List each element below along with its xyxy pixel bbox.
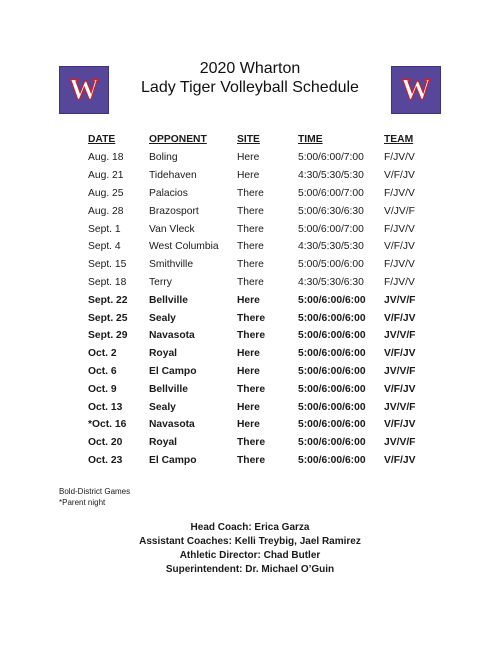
table-row <box>85 416 424 434</box>
logo-letter: W <box>69 73 99 106</box>
cell-time: 5:00/6:00/6:00 <box>298 437 366 449</box>
header-site: SITE <box>237 134 260 145</box>
cell-date: Aug. 21 <box>88 170 124 182</box>
cell-team: JV/V/F <box>384 437 416 449</box>
cell-date: Oct. 9 <box>88 383 117 395</box>
cell-team: F/JV/V <box>384 223 415 235</box>
cell-opponent: Terry <box>149 276 172 288</box>
athletic-director: Athletic Director: Chad Butler <box>179 550 321 561</box>
cell-site: There <box>237 454 266 466</box>
cell-time: 5:00/6:00/6:00 <box>298 454 366 466</box>
cell-time: 4:30/5:30/5:30 <box>298 170 364 182</box>
cell-time: 4:30/5:30/6:30 <box>298 276 364 288</box>
cell-date: Oct. 2 <box>88 348 117 360</box>
staff-list <box>0 521 500 577</box>
cell-date: *Oct. 16 <box>88 419 127 431</box>
table-row <box>85 452 424 470</box>
cell-site: There <box>237 259 264 271</box>
cell-opponent: Bellville <box>149 383 188 395</box>
cell-team: V/F/JV <box>384 348 416 360</box>
cell-opponent: El Campo <box>149 365 197 377</box>
cell-team: F/JV/V <box>384 187 415 199</box>
table-row <box>85 327 424 345</box>
cell-time: 5:00/6:00/7:00 <box>298 152 364 164</box>
note-parent-night: *Parent night <box>59 498 106 507</box>
cell-opponent: Royal <box>149 348 178 360</box>
cell-team: V/F/JV <box>384 383 416 395</box>
cell-time: 5:00/5:00/6:00 <box>298 259 364 271</box>
header-date: DATE <box>88 134 116 145</box>
cell-opponent: Smithville <box>149 259 194 271</box>
cell-opponent: Van Vleck <box>149 223 195 235</box>
cell-site: Here <box>237 365 260 377</box>
cell-time: 5:00/6:00/6:00 <box>298 312 366 324</box>
cell-opponent: West Columbia <box>149 241 219 253</box>
cell-team: V/F/JV <box>384 454 416 466</box>
notes <box>59 486 130 508</box>
note-district-games: Bold-District Games <box>59 487 131 496</box>
cell-site: There <box>237 437 266 449</box>
table-row <box>85 256 424 274</box>
table-row <box>85 202 424 220</box>
cell-date: Oct. 13 <box>88 401 123 413</box>
cell-opponent: Palacios <box>149 187 188 199</box>
cell-date: Sept. 4 <box>88 241 121 253</box>
cell-site: There <box>237 205 264 217</box>
cell-opponent: Sealy <box>149 312 176 324</box>
cell-date: Sept. 22 <box>88 294 128 306</box>
cell-time: 5:00/6:00/6:00 <box>298 401 366 413</box>
cell-site: Here <box>237 170 260 182</box>
schedule-table <box>85 134 424 469</box>
table-row <box>85 434 424 452</box>
cell-time: 5:00/6:30/6:30 <box>298 205 364 217</box>
cell-date: Oct. 6 <box>88 365 117 377</box>
cell-date: Sept. 25 <box>88 312 128 324</box>
header-team: TEAM <box>384 134 414 145</box>
table-row <box>85 274 424 292</box>
table-row <box>85 220 424 238</box>
cell-time: 5:00/6:00/7:00 <box>298 187 364 199</box>
header-time: TIME <box>298 134 323 145</box>
cell-date: Oct. 20 <box>88 437 123 449</box>
cell-team: JV/V/F <box>384 294 416 306</box>
cell-opponent: Tidehaven <box>149 170 197 182</box>
cell-team: V/JV/F <box>384 205 415 217</box>
table-row <box>85 309 424 327</box>
table-row <box>85 363 424 381</box>
cell-team: F/JV/V <box>384 152 415 164</box>
cell-team: F/JV/V <box>384 259 415 271</box>
cell-opponent: Boling <box>149 152 178 164</box>
cell-time: 5:00/6:00/6:00 <box>298 330 366 342</box>
cell-team: V/F/JV <box>384 419 416 431</box>
cell-date: Oct. 23 <box>88 454 123 466</box>
cell-site: There <box>237 383 266 395</box>
cell-opponent: Bellville <box>149 294 188 306</box>
schedule-body <box>85 149 424 469</box>
cell-opponent: Navasota <box>149 330 195 342</box>
cell-team: JV/V/F <box>384 330 416 342</box>
cell-time: 5:00/6:00/7:00 <box>298 223 364 235</box>
cell-team: V/F/JV <box>384 170 415 182</box>
cell-opponent: Royal <box>149 437 178 449</box>
cell-site: Here <box>237 419 260 431</box>
cell-date: Sept. 15 <box>88 259 127 271</box>
head-coach: Head Coach: Erica Garza <box>190 522 310 533</box>
table-row <box>85 380 424 398</box>
cell-team: JV/V/F <box>384 401 416 413</box>
table-header-row <box>85 134 424 149</box>
cell-opponent: Brazosport <box>149 205 199 217</box>
cell-time: 5:00/6:00/6:00 <box>298 294 366 306</box>
cell-site: There <box>237 187 264 199</box>
cell-date: Aug. 25 <box>88 187 124 199</box>
logo-letter: W <box>401 73 431 106</box>
cell-site: There <box>237 312 266 324</box>
cell-site: There <box>237 276 264 288</box>
table-row <box>85 167 424 185</box>
cell-time: 5:00/6:00/6:00 <box>298 348 366 360</box>
table-row <box>85 398 424 416</box>
cell-site: Here <box>237 401 260 413</box>
header-opponent: OPPONENT <box>149 134 207 145</box>
cell-time: 5:00/6:00/6:00 <box>298 383 366 395</box>
cell-date: Aug. 28 <box>88 205 124 217</box>
cell-date: Aug. 18 <box>88 152 124 164</box>
cell-opponent: Sealy <box>149 401 176 413</box>
cell-date: Sept. 18 <box>88 276 127 288</box>
cell-team: V/F/JV <box>384 241 415 253</box>
table-row <box>85 238 424 256</box>
table-row <box>85 149 424 167</box>
page-title-line2: Lady Tiger Volleyball Schedule <box>141 79 359 96</box>
table-row <box>85 185 424 203</box>
superintendent: Superintendent: Dr. Michael O’Guin <box>165 564 335 575</box>
cell-time: 5:00/6:00/6:00 <box>298 419 366 431</box>
table-row <box>85 291 424 309</box>
cell-site: There <box>237 241 264 253</box>
cell-time: 4:30/5:30/5:30 <box>298 241 364 253</box>
assistant-coaches: Assistant Coaches: Kelli Treybig, Jael Ramirez <box>139 536 361 547</box>
cell-team: F/JV/V <box>384 276 415 288</box>
cell-opponent: Navasota <box>149 419 195 431</box>
cell-site: Here <box>237 294 260 306</box>
cell-site: Here <box>237 152 260 164</box>
cell-site: There <box>237 223 264 235</box>
cell-site: Here <box>237 348 260 360</box>
cell-team: V/F/JV <box>384 312 416 324</box>
cell-team: JV/V/F <box>384 365 416 377</box>
cell-date: Sept. 29 <box>88 330 128 342</box>
table-row <box>85 345 424 363</box>
cell-date: Sept. 1 <box>88 223 121 235</box>
cell-opponent: El Campo <box>149 454 197 466</box>
cell-time: 5:00/6:00/6:00 <box>298 365 366 377</box>
page-title-line1: 2020 Wharton <box>199 60 301 77</box>
cell-site: There <box>237 330 266 342</box>
